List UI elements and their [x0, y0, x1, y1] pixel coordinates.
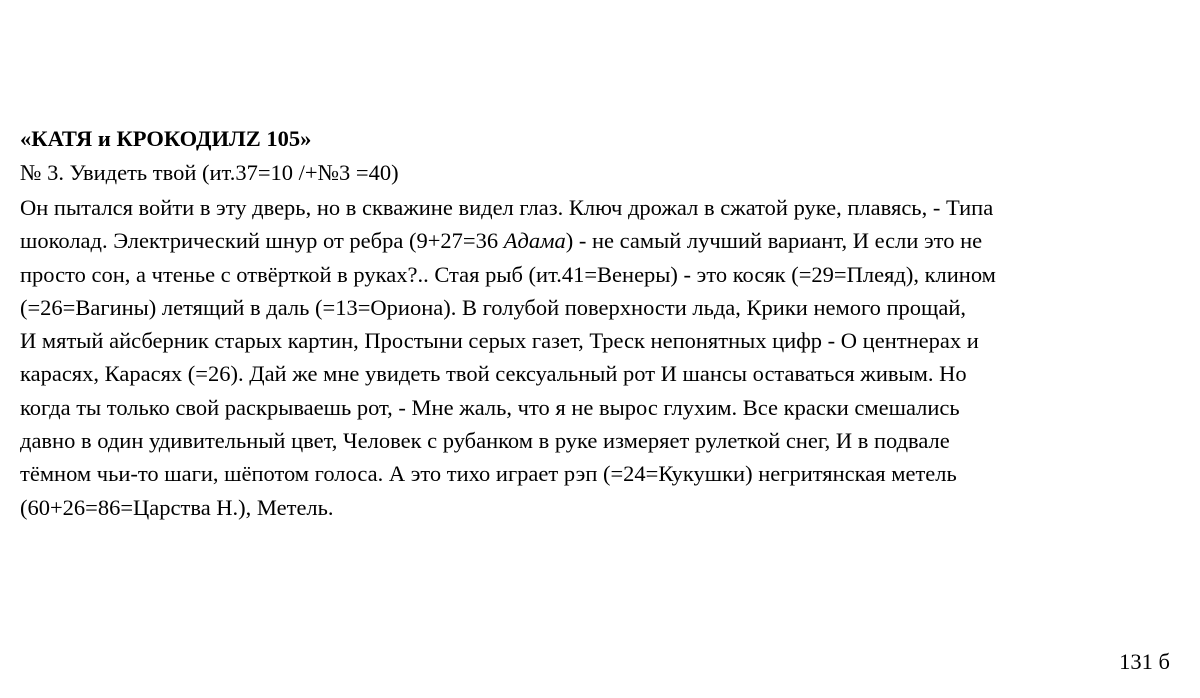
document-subtitle: № 3. Увидеть твой (ит.37=10 /+№3 =40)	[20, 160, 399, 185]
text-line: И мятый айсберник старых картин, Простыни серых газет, Треск непонятных цифр - О центнерах и	[20, 328, 979, 354]
italic-name: Адама	[503, 228, 566, 254]
text-line	[20, 224, 1182, 257]
poem-body	[20, 191, 1182, 524]
document-title: «КАТЯ и КРОКОДИЛZ 105»	[20, 126, 312, 151]
text-line: когда ты только свой раскрываешь рот, - Мне жаль, что я не вырос глухим. Все краски смешались	[20, 394, 960, 420]
text-line: тёмном чьи-то шаги, шёпотом голоса. А это тихо играет рэп (=24=Кукушки) негритянская метель	[20, 461, 957, 487]
text-line: Он пытался войти в эту дверь, но в скважине видел глаз. Ключ дрожал в сжатой руке, плавясь, - Типа	[20, 195, 994, 220]
text-segment: ) - не самый лучший вариант, И если это не	[565, 228, 983, 254]
text-line: карасях, Карасях (=26). Дай же мне увидеть твой сексуальный рот И шансы оставаться живым. Но	[20, 361, 967, 387]
text-line: (60+26=86=Царства Н.), Метель.	[20, 494, 334, 520]
text-segment: шоколад. Электрический шнур от ребра (9+27=36	[20, 228, 504, 254]
text-line: давно в один удивительный цвет, Человек с рубанком в руке измеряет рулеткой снег, И в подвале	[20, 428, 950, 454]
page-number: 131 б	[1119, 649, 1170, 674]
document-page	[20, 122, 1182, 524]
text-line: (=26=Вагины) летящий в даль (=13=Ориона). В голубой поверхности льда, Крики немого прощай,	[20, 294, 967, 320]
text-line: просто сон, а чтенье с отвёрткой в руках?.. Стая рыб (ит.41=Венеры) - это косяк (=29=Плеяд), клином	[20, 261, 996, 287]
